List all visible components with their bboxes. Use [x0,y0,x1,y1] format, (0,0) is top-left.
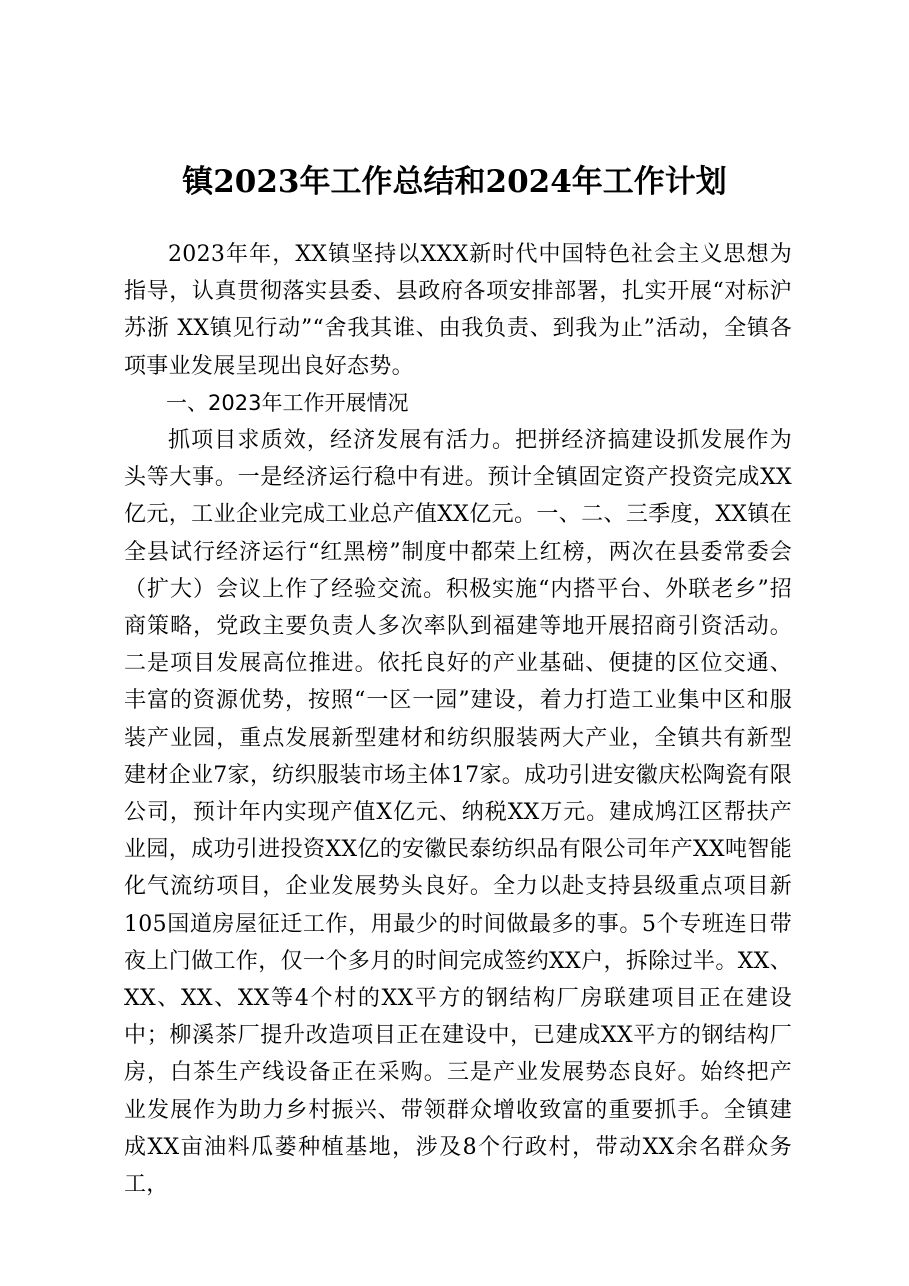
intro-paragraph: 2023年年，XX镇坚持以XXX新时代中国特色社会主义思想为指导，认真贯彻落实县委、县政府各项安排部署，扎实开展“对标沪苏浙 XX镇见行动”“舍我其谁、由我负责、到我为止”活动，全镇各项事业发展呈现出良好态势。 [124,242,792,379]
document-title: 镇2023年工作总结和2024年工作计划 [182,164,727,200]
section-body-paragraph: 抓项目求质效，经济发展有活力。把拼经济搞建设抓发展作为头等大事。一是经济运行稳中有进。预计全镇固定资产投资完成XX亿元，工业企业完成工业总产值XX亿元。一、二、三季度，XX镇在全县试行经济运行“红黑榜”制度中都荣上红榜，两次在县委常委会（扩大）会议上作了经验交流。积极实施“内搭平台、外联老乡”招商策略，党政主要负责人多次率队到福建等地开展招商引资活动。二是项目发展高位推进。依托良好的产业基础、便捷的区位交通、丰富的资源优势，按照“一区一园”建设，着力打造工业集中区和服装产业园，重点发展新型建材和纺织服装两大产业，全镇共有新型建材企业7家，纺织服装市场主体17家。成功引进安徽庆松陶瓷有限公司，预计年内实现产值X亿元、纳税XX万元。建成鸠江区帮扶产业园，成功引进投资XX亿的安徽民泰纺织品有限公司年产XX吨智能化气流纺项目，企业发展势头良好。全力以赴支持县级重点项目新105国道房屋征迁工作，用最少的时间做最多的事。5个专班连日带夜上门做工作，仅一个多月的时间完成签约XX户，拆除过半。XX、XX、XX、XX等4个村的XX平方的钢结构厂房联建项目正在建设中；柳溪茶厂提升改造项目正在建设中，已建成XX平方的钢结构厂房，白茶生产线设备正在采购。三是产业发展势态良好。始终把产业发展作为助力乡村振兴、带领群众增收致富的重要抓手。全镇建成XX亩油料瓜蒌种植基地，涉及8个行政村，带动XX余名群众务工， [124,428,792,1198]
document-body [124,236,792,1203]
section-heading: 一、2023年工作开展情况 [166,390,409,415]
